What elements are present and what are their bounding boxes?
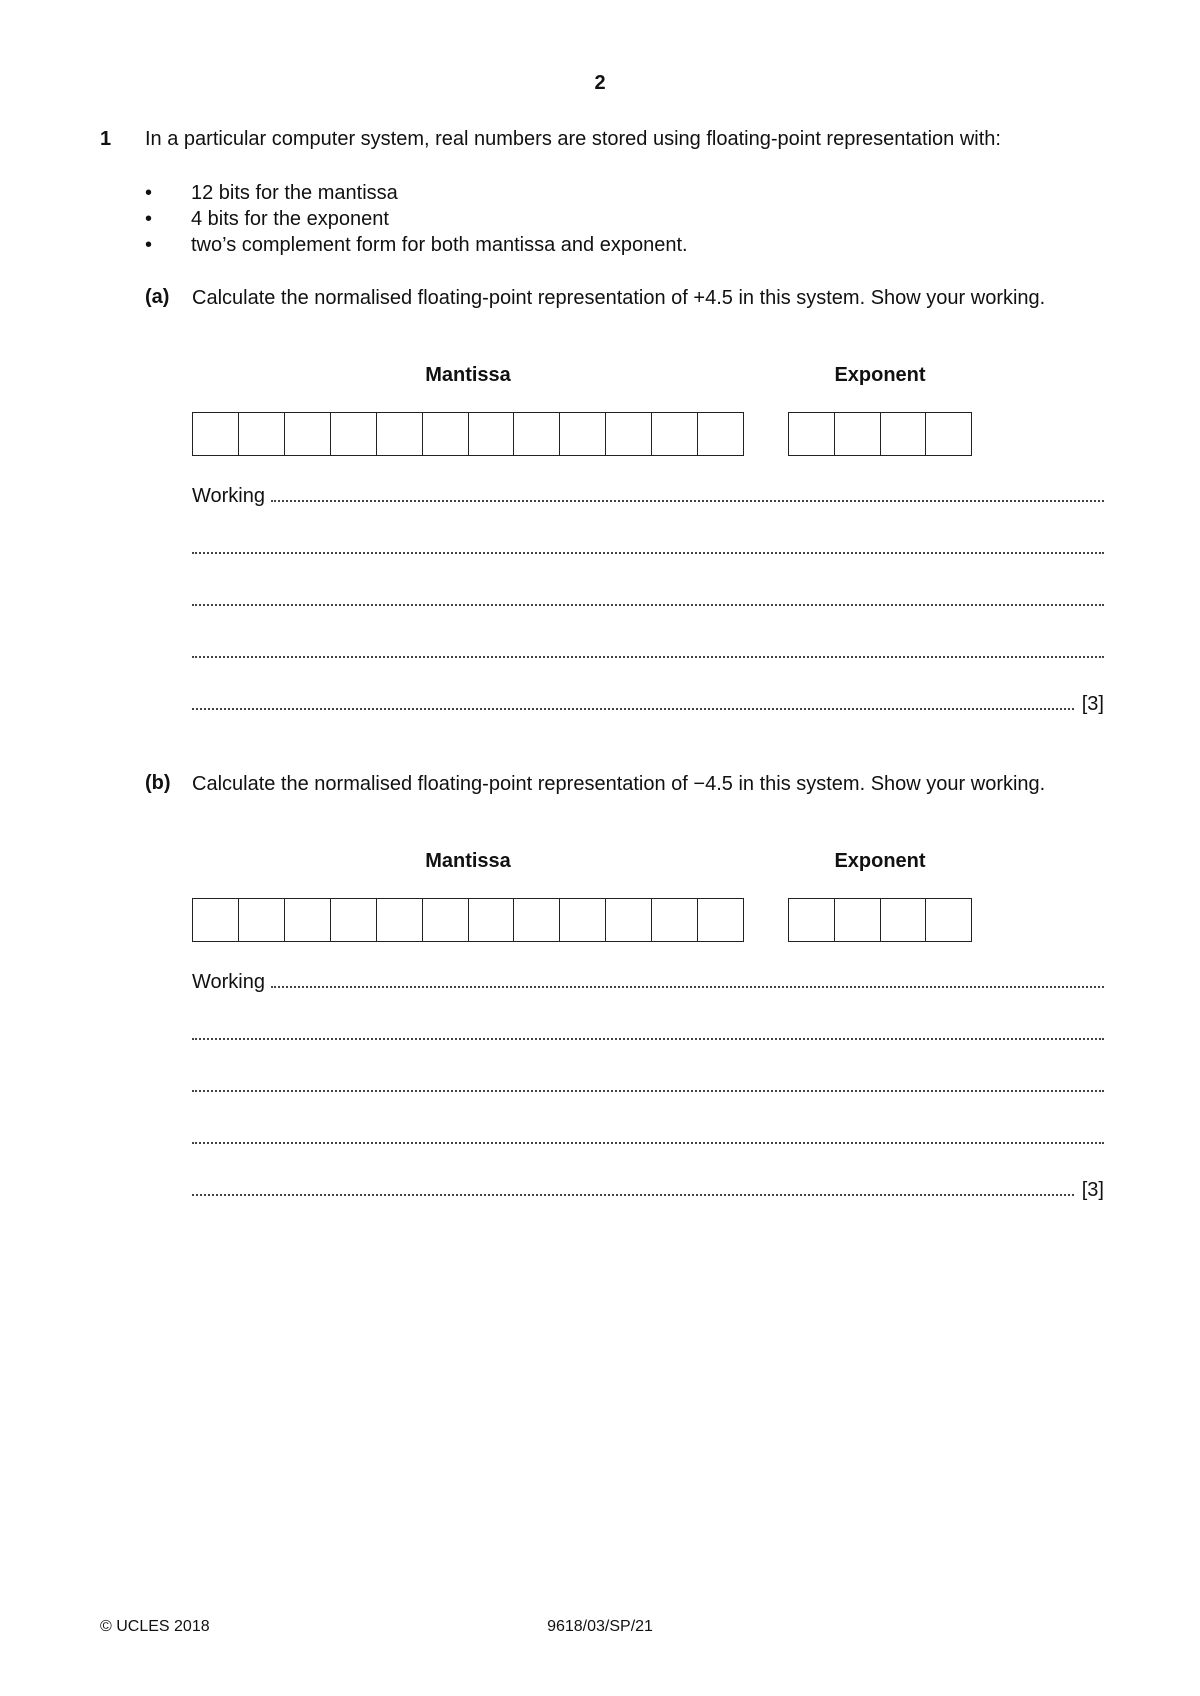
- part-a-text: Calculate the normalised floating-point representation of +4.5 in this system. Show your working.: [192, 287, 1046, 309]
- exponent-bit-box[interactable]: [926, 899, 971, 941]
- list-item: [145, 232, 688, 258]
- mantissa-bit-box[interactable]: [514, 899, 560, 941]
- exponent-bit-box[interactable]: [926, 413, 971, 455]
- part-a-answer-line[interactable]: [192, 690, 1104, 716]
- part-a-working-line[interactable]: [192, 482, 1104, 508]
- footer-paper-code: 9618/03/SP/21: [547, 1618, 653, 1635]
- answer-dotted-line[interactable]: [192, 1090, 1104, 1092]
- mantissa-bit-box[interactable]: [239, 413, 285, 455]
- page-number: 2: [594, 72, 606, 94]
- bullet-text: 12 bits for the mantissa: [191, 182, 398, 204]
- part-b-working-line[interactable]: [192, 968, 1104, 994]
- part-b-mantissa-boxes[interactable]: [192, 898, 744, 942]
- part-b-answer-line[interactable]: [192, 1072, 1104, 1098]
- mantissa-bit-box[interactable]: [423, 413, 469, 455]
- answer-dotted-line[interactable]: [192, 708, 1074, 710]
- bullet-text: 4 bits for the exponent: [191, 208, 389, 230]
- mantissa-bit-box[interactable]: [193, 899, 239, 941]
- mantissa-bit-box[interactable]: [469, 899, 515, 941]
- mantissa-bit-box[interactable]: [331, 413, 377, 455]
- exponent-bit-box[interactable]: [789, 413, 835, 455]
- working-label: Working: [192, 485, 265, 507]
- part-b-text: Calculate the normalised floating-point representation of −4.5 in this system. Show your working.: [192, 773, 1046, 795]
- mantissa-bit-box[interactable]: [377, 413, 423, 455]
- mantissa-bit-box[interactable]: [285, 899, 331, 941]
- mantissa-bit-box[interactable]: [698, 413, 743, 455]
- bullet-text: two’s complement form for both mantissa and exponent.: [191, 234, 688, 256]
- spec-list: [145, 180, 688, 258]
- answer-dotted-line[interactable]: [192, 552, 1104, 554]
- mantissa-bit-box[interactable]: [193, 413, 239, 455]
- part-b-mantissa-heading: Mantissa: [425, 850, 511, 872]
- mantissa-bit-box[interactable]: [606, 899, 652, 941]
- question-number: 1: [100, 128, 112, 150]
- part-a-mantissa-boxes[interactable]: [192, 412, 744, 456]
- mantissa-bit-box[interactable]: [698, 899, 743, 941]
- footer-copyright: © UCLES 2018: [100, 1618, 210, 1635]
- exponent-bit-box[interactable]: [835, 413, 881, 455]
- part-b-label: (b): [145, 772, 171, 794]
- list-item: [145, 180, 688, 206]
- part-a-label: (a): [145, 286, 170, 308]
- mantissa-bit-box[interactable]: [331, 899, 377, 941]
- mantissa-bit-box[interactable]: [606, 413, 652, 455]
- answer-dotted-line[interactable]: [271, 986, 1104, 988]
- part-a-marks: [3]: [1081, 693, 1104, 715]
- part-a-answer-line[interactable]: [192, 534, 1104, 560]
- mantissa-bit-box[interactable]: [652, 899, 698, 941]
- mantissa-bit-box[interactable]: [514, 413, 560, 455]
- answer-dotted-line[interactable]: [192, 656, 1104, 658]
- part-a-answer-line[interactable]: [192, 586, 1104, 612]
- mantissa-bit-box[interactable]: [377, 899, 423, 941]
- mantissa-bit-box[interactable]: [423, 899, 469, 941]
- mantissa-bit-box[interactable]: [652, 413, 698, 455]
- exponent-bit-box[interactable]: [789, 899, 835, 941]
- mantissa-bit-box[interactable]: [285, 413, 331, 455]
- answer-dotted-line[interactable]: [271, 500, 1104, 502]
- part-b-marks: [3]: [1081, 1179, 1104, 1201]
- list-item: [145, 206, 688, 232]
- part-a-exponent-heading: Exponent: [834, 364, 926, 386]
- part-a-exponent-boxes[interactable]: [788, 412, 972, 456]
- part-b-exponent-boxes[interactable]: [788, 898, 972, 942]
- part-a-answer-line[interactable]: [192, 638, 1104, 664]
- part-b-answer-line[interactable]: [192, 1124, 1104, 1150]
- mantissa-bit-box[interactable]: [560, 899, 606, 941]
- exponent-bit-box[interactable]: [881, 413, 927, 455]
- mantissa-bit-box[interactable]: [560, 413, 606, 455]
- working-label: Working: [192, 971, 265, 993]
- part-b-answer-line[interactable]: [192, 1176, 1104, 1202]
- bullet-icon: •: [145, 234, 153, 256]
- answer-dotted-line[interactable]: [192, 604, 1104, 606]
- part-a-mantissa-heading: Mantissa: [425, 364, 511, 386]
- mantissa-bit-box[interactable]: [469, 413, 515, 455]
- part-b-exponent-heading: Exponent: [834, 850, 926, 872]
- answer-dotted-line[interactable]: [192, 1038, 1104, 1040]
- part-b-answer-line[interactable]: [192, 1020, 1104, 1046]
- bullet-icon: •: [145, 208, 153, 230]
- answer-dotted-line[interactable]: [192, 1142, 1104, 1144]
- exponent-bit-box[interactable]: [835, 899, 881, 941]
- mantissa-bit-box[interactable]: [239, 899, 285, 941]
- question-stem: In a particular computer system, real numbers are stored using floating-point representation with:: [145, 128, 1001, 150]
- exponent-bit-box[interactable]: [881, 899, 927, 941]
- answer-dotted-line[interactable]: [192, 1194, 1074, 1196]
- bullet-icon: •: [145, 182, 153, 204]
